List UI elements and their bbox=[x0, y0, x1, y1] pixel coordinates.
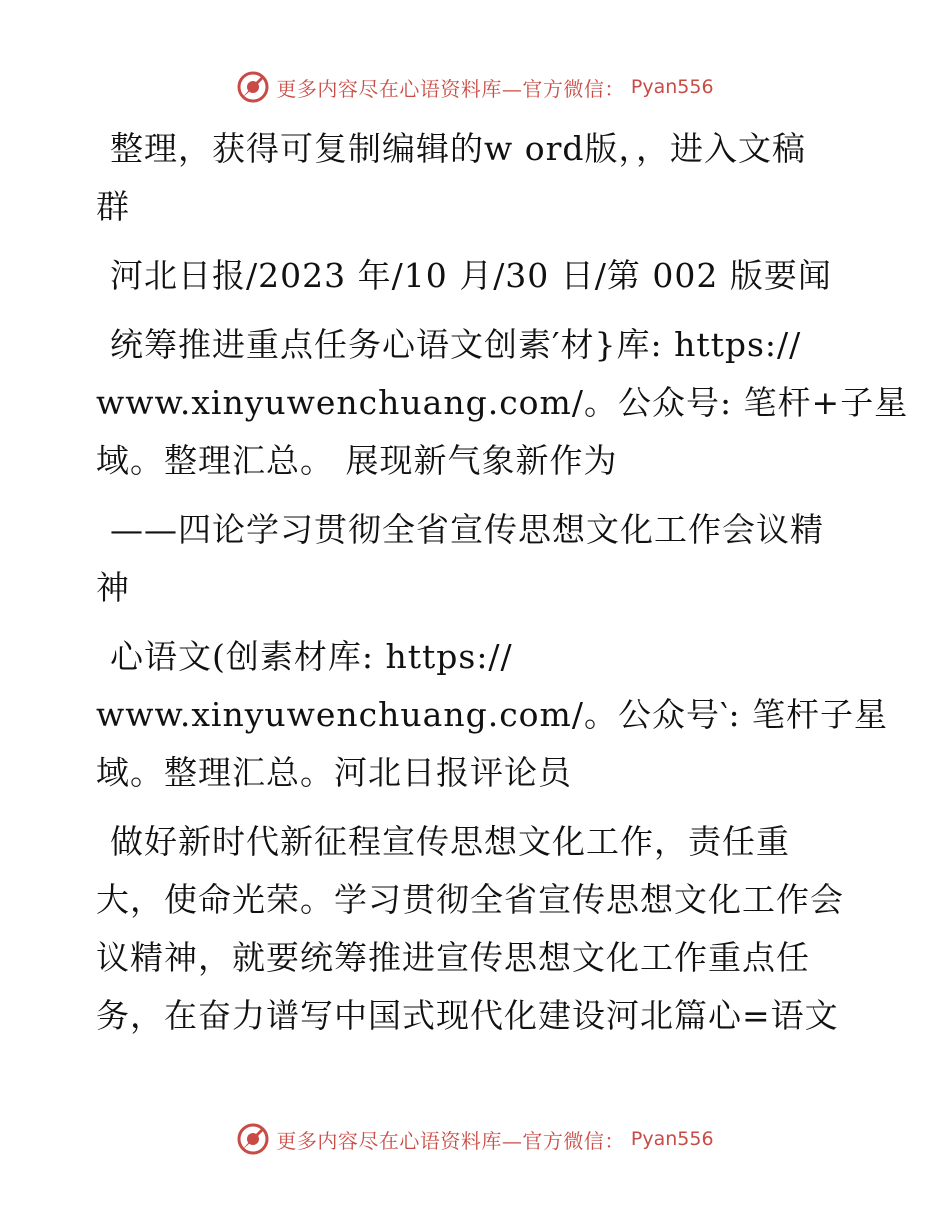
header-banner bbox=[0, 70, 950, 104]
text-line: 域。整理汇总。 展现新气象新作为 bbox=[96, 441, 618, 480]
text-line: 务，在奋力谱写中国式现代化建设河北篇心=语文 bbox=[96, 996, 839, 1035]
text-line: 做好新时代新征程宣传思想文化工作，责任重 bbox=[110, 822, 790, 861]
paragraph-6 bbox=[96, 813, 856, 1045]
paragraph-4 bbox=[96, 501, 856, 617]
text-line: www.xinyuwenchuang.com/。公众号‵: 笔杆子星 bbox=[96, 695, 889, 734]
text-line: 河北日报/2023 年/10 月/30 日/第 002 版要闻 bbox=[110, 256, 832, 295]
paragraph-2 bbox=[96, 247, 856, 305]
footer-banner bbox=[0, 1122, 950, 1156]
text-line: 整理，获得可复制编辑的w ord版，，进入文稿 bbox=[110, 129, 807, 168]
text-line: www.xinyuwenchuang.com/。公众号: 笔杆+子星 bbox=[96, 383, 909, 422]
logo-icon bbox=[236, 70, 270, 104]
text-line: 心语文(创素材库: https:// bbox=[110, 637, 513, 676]
text-line: ——四论学习贯彻全省宣传思想文化工作会议精 bbox=[110, 510, 824, 549]
text-line: 群 bbox=[96, 187, 130, 226]
text-line: 神 bbox=[96, 568, 130, 607]
banner-wechat-id: Pyan556 bbox=[630, 76, 714, 98]
paragraph-3 bbox=[96, 316, 909, 490]
paragraph-5 bbox=[96, 628, 889, 802]
banner-wechat-id: Pyan556 bbox=[630, 1128, 714, 1150]
document-body bbox=[96, 120, 909, 1056]
text-line: 域。整理汇总。河北日报评论员 bbox=[96, 753, 572, 792]
text-line: 大，使命光荣。学习贯彻全省宣传思想文化工作会 bbox=[96, 880, 844, 919]
banner-text: 更多内容尽在心语资料库—官方微信： bbox=[276, 76, 625, 101]
banner-text: 更多内容尽在心语资料库—官方微信： bbox=[276, 1128, 625, 1153]
paragraph-1 bbox=[96, 120, 856, 236]
logo-icon bbox=[236, 1122, 270, 1156]
text-line: 议精神，就要统筹推进宣传思想文化工作重点任 bbox=[96, 938, 810, 977]
text-line: 统筹推进重点任务心语文创素′材}库: https:// bbox=[110, 325, 802, 364]
